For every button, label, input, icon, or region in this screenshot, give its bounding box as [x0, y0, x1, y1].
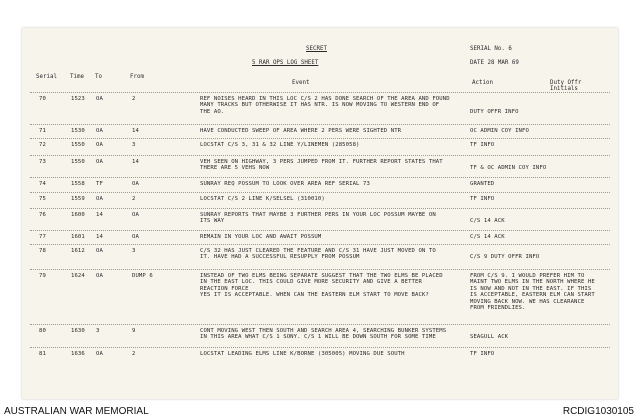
entry-from: 2 [132, 351, 136, 357]
row-separator [30, 244, 610, 245]
entry-to: TF [96, 181, 103, 187]
entry-from: 14 [132, 159, 139, 165]
entry-to: OA [96, 159, 103, 165]
entry-time: 1636 [71, 351, 85, 357]
entry-to: 3 [96, 328, 100, 334]
entry-event-line: LOCSTAT C/S 3, 31 & 32 LINE Y/LINEMEN (285058) [200, 142, 360, 148]
entry-event-line: C/S 32 HAS JUST CLEARED THE FEATURE AND C/S 31 HAVE JUST MOVED ON TO [200, 248, 436, 254]
row-separator [30, 177, 610, 178]
column-header-to: To [95, 74, 102, 80]
entry-event-line: YES IT IS ACCEPTABLE. WHEN CAN THE EASTERN ELM START TO MOVE BACK? [200, 292, 429, 299]
entry-serial: 73 [39, 159, 46, 165]
entry-action-line: IS ACCEPTABLE, EASTERN ELM CAN START [470, 292, 595, 299]
entry-event-line: ITS WAY [200, 218, 225, 225]
entry-serial: 74 [39, 181, 46, 187]
entry-time: 1558 [71, 181, 85, 187]
row-separator [30, 230, 610, 231]
entry-event-line: LOCSTAT LEADING ELMS LINE K/BORNE (305005) MOVING DUE SOUTH [200, 351, 405, 357]
entry-serial: 77 [39, 234, 46, 240]
entry-serial: 70 [39, 96, 46, 102]
row-separator [30, 92, 610, 93]
entry-from: 2 [132, 196, 136, 202]
entry-from: OA [132, 234, 139, 240]
entry-serial: 71 [39, 128, 46, 134]
entry-serial: 79 [39, 273, 46, 279]
archive-reference: RCDIG1030105 [562, 406, 634, 417]
entry-event-line: REMAIN IN YOUR LOC AND AWAIT POSSUM [200, 234, 322, 240]
entry-event-line: THERE ARE 5 VEHS NOW [200, 165, 270, 172]
entry-to: OA [96, 142, 103, 148]
entry-time: 1559 [71, 196, 85, 202]
entry-action-line: C/S 9 DUTY OFFR INFO [470, 254, 540, 261]
entry-action-line: GRANTED [470, 181, 495, 187]
entry-serial: 81 [39, 351, 46, 357]
entry-time: 1612 [71, 248, 85, 254]
entry-event-line: IT. HAVE HAD A SUCCESSFUL RESUPPLY FROM POSSUM [200, 254, 360, 261]
entry-to: OA [96, 248, 103, 254]
entry-event-line: MANY TRACKS BUT OTHERWISE IT HAS NTR. IS NOW MOVING TO WESTERN END OF [200, 102, 440, 109]
entry-serial: 72 [39, 142, 46, 148]
entry-action-line: MOVING BACK NOW. WE HAS CLEARANCE [470, 298, 585, 305]
entry-from: 3 [132, 142, 136, 148]
row-separator [30, 208, 610, 209]
entry-action-line: TF & OC ADMIN COY INFO [470, 165, 547, 172]
entry-to: OA [96, 128, 103, 134]
sheet-title: 5 RAR OPS LOG SHEET [252, 60, 319, 66]
entry-action-line: TF INFO [470, 196, 495, 202]
entry-event-line: SUNRAY REQ POSSUM TO LOOK OVER AREA REF SERIAL 73 [200, 181, 370, 187]
entry-from: 2 [132, 96, 136, 102]
entry-event-line: THE AO. [200, 108, 225, 115]
entry-time: 1523 [71, 96, 85, 102]
column-header-event: Event [292, 80, 310, 86]
entry-event-line: HAVE CONDUCTED SWEEP OF AREA WHERE 2 PERS WERE SIGHTED NTR [200, 128, 402, 134]
entry-event-line: SUNRAY REPORTS THAT MAYBE 3 FURTHER PERS IN YOUR LOC POSSUM MAYBE ON [200, 212, 436, 218]
entry-action-line: FROM FRIENDLIES. [470, 305, 526, 311]
sheet-date: DATE 28 MAR 69 [470, 60, 519, 66]
entry-from: OA [132, 181, 139, 187]
entry-action-line: SEAGULL ACK [470, 334, 509, 341]
entry-from: 14 [132, 128, 139, 134]
entry-action-line: FROM C/S 9. I WOULD PREFER HIM TO [470, 273, 585, 279]
entry-action-line: IS NOW AND NOT IN THE EAST. IF THIS [470, 285, 592, 292]
entry-action-line: TF INFO [470, 351, 495, 357]
entry-time: 1624 [71, 273, 85, 279]
entry-to: 14 [96, 212, 103, 218]
row-separator [30, 124, 610, 125]
entry-time: 1630 [71, 328, 85, 334]
entry-event-line: LOCSTAT C/S 2 LINE K/SELSEL (310010) [200, 196, 325, 202]
entry-event-line: IN THE EAST LOC. THIS COULD GIVE MORE SECURITY AND GIVE A BETTER [200, 279, 422, 286]
row-separator [30, 192, 610, 193]
entry-from: 9 [132, 328, 136, 334]
entry-to: 14 [96, 234, 103, 240]
column-header-from: From [130, 74, 144, 80]
entry-event-line: REACTION FORCE [200, 285, 249, 292]
entry-serial: 78 [39, 248, 46, 254]
row-separator [30, 347, 610, 348]
entry-time: 1530 [71, 128, 85, 134]
column-header-action: Action [472, 80, 493, 86]
entry-time: 1550 [71, 142, 85, 148]
row-separator [30, 269, 610, 270]
entry-event-line: VEH SEEN ON HIGHWAY, 3 PERS JUMPED FROM IT. FURTHER REPORT STATES THAT [200, 159, 443, 165]
column-header-duty-offr: Duty Offr [550, 80, 582, 86]
row-separator [30, 138, 610, 139]
entry-event-line: REF NOISES HEARD IN THIS LOC C/S 2 HAS DONE SEARCH OF THE AREA AND FOUND [200, 96, 450, 102]
row-separator [30, 155, 610, 156]
entry-action-line: C/S 14 ACK [470, 234, 505, 240]
entry-action-line: DUTY OFFR INFO [470, 108, 519, 115]
security-classification: SECRET [306, 46, 327, 52]
entry-to: OA [96, 351, 103, 357]
entry-to: OA [96, 196, 103, 202]
entry-action-line: TF INFO [470, 142, 495, 148]
serial-number: SERIAL No. 6 [470, 46, 512, 52]
entry-serial: 75 [39, 196, 46, 202]
entry-from: 3 [132, 248, 136, 254]
entry-to: OA [96, 96, 103, 102]
entry-action-line: MAINT TWO ELMS IN THE NORTH WHERE HE [470, 279, 595, 286]
entry-action-line: OC ADMIN COY INFO [470, 128, 529, 134]
entry-event-line: CONT MOVING WEST THEN SOUTH AND SEARCH AREA 4, SEARCHING BUNKER SYSTEMS [200, 328, 447, 334]
column-header-initials: Initials [550, 86, 578, 92]
entry-to: OA [96, 273, 103, 279]
log-sheet-page [22, 28, 618, 399]
column-header-time: Time [70, 74, 84, 80]
entry-serial: 80 [39, 328, 46, 334]
entry-serial: 76 [39, 212, 46, 218]
row-separator [30, 324, 610, 325]
archive-name: AUSTRALIAN WAR MEMORIAL [4, 406, 149, 417]
entry-time: 1600 [71, 212, 85, 218]
column-header-serial: Serial [36, 74, 57, 80]
entry-event-line: INSTEAD OF TWO ELMS BEING SEPARATE SUGGEST THAT THE TWO ELMS BE PLACED [200, 273, 443, 279]
archive-footer [0, 404, 640, 419]
entry-from: DUMP 6 [132, 273, 153, 279]
entry-action-line: C/S 14 ACK [470, 218, 505, 225]
entry-time: 1550 [71, 159, 85, 165]
entry-from: OA [132, 212, 139, 218]
entry-time: 1601 [71, 234, 85, 240]
entry-event-line: IN THIS AREA WHAT C/S 1 SONY. C/S 1 WILL BE DOWN SOUTH FOR SOME TIME [200, 334, 436, 341]
